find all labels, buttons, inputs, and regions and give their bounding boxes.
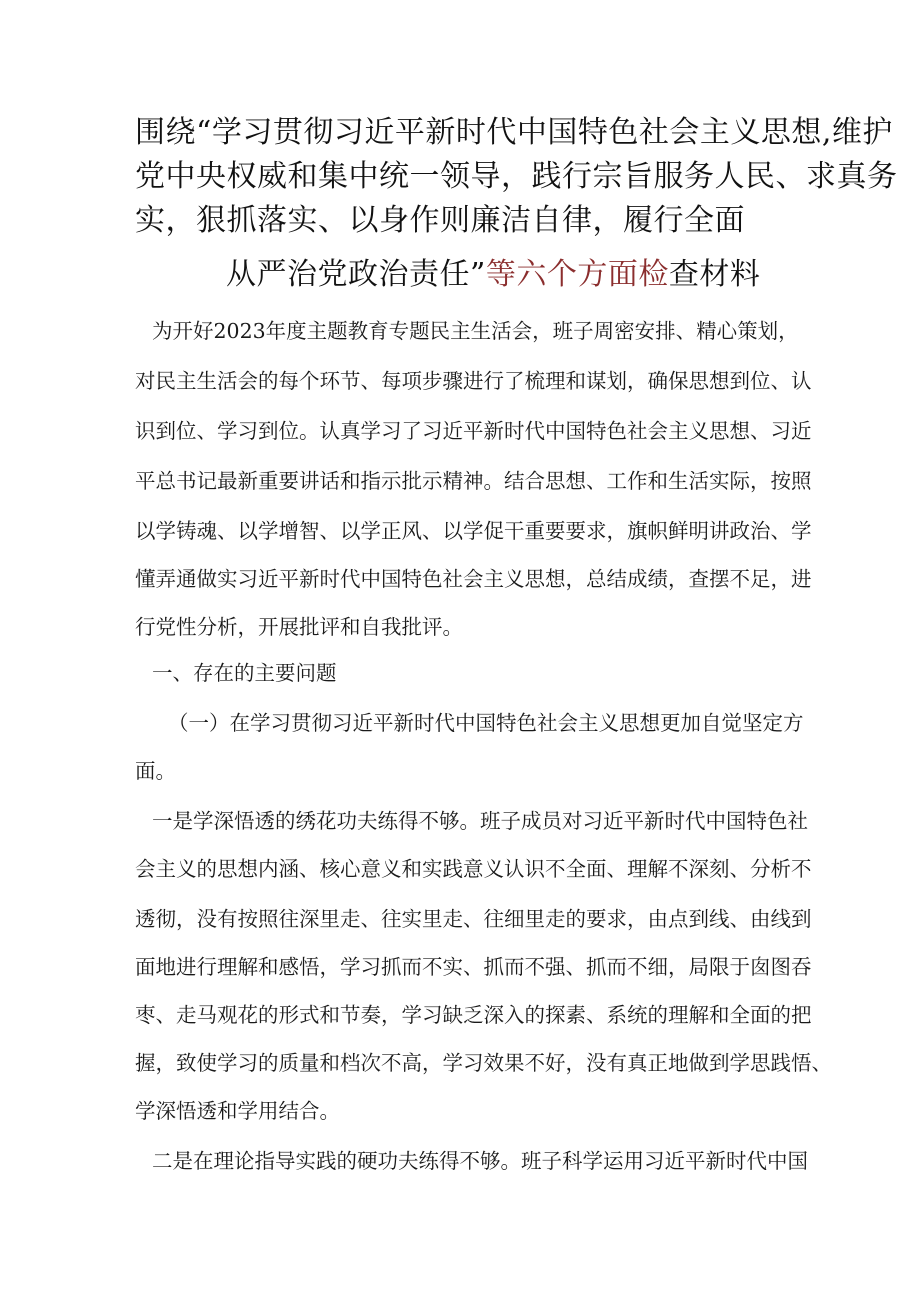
- point1-line-6: 握，致使学习的质量和档次不高，学习效果不好，没有真正地做到学思践悟、: [135, 1051, 832, 1075]
- point1-line-5: 枣、走马观花的形式和节奏，学习缺乏深入的探素、系统的理解和全面的把: [135, 1003, 812, 1027]
- document-title-line-1: 围绕“学习贯彻习近平新时代中国特色社会主义思想,维护: [135, 115, 893, 150]
- intro-line-5: 以学铸魂、以学增智、以学正风、以学促干重要要求，旗帜鲜明讲政治、学: [135, 519, 812, 543]
- intro-line-4: 平总书记最新重要讲话和指示批示精神。结合思想、工作和生活实际，按照: [135, 469, 812, 493]
- subsection-line-2: 面。: [135, 759, 176, 783]
- title-line-4-part-1: 从严治党政治责任”: [226, 257, 486, 292]
- point2-line-1: 二是在理论指导实践的硬功夫练得不够。班子科学运用习近平新时代中国: [152, 1149, 808, 1173]
- point1-line-2: 会主义的思想内涵、核心意义和实践意义认识不全面、理解不深刻、分析不: [135, 857, 812, 881]
- document-title-line-2: 党中央权威和集中统一领导，践行宗旨服务人民、求真务: [135, 159, 898, 194]
- point1-line-4: 面地进行理解和感悟，学习抓而不实、抓而不强、抓而不细，局限于囱图吞: [135, 955, 812, 979]
- point1-line-7: 学深悟透和学用结合。: [135, 1099, 340, 1123]
- point1-line-3: 透彻，没有按照往深里走、往实里走、往细里走的要求，由点到线、由线到: [135, 907, 812, 931]
- intro-line-3: 识到位、学习到位。认真学习了习近平新时代中国特色社会主义思想、习近: [135, 419, 812, 443]
- title-line-4-accent: 等六个方面检: [485, 257, 669, 292]
- title-line-4-part-3: 查材料: [668, 257, 761, 292]
- intro-line-2: 对民主生活会的每个环节、每项步骤进行了梳理和谋划，确保思想到位、认: [135, 369, 812, 393]
- intro-line-1: 为开好2023年度主题教育专题民主生活会，班子周密安排、精心策划，: [152, 319, 799, 343]
- document-title-line-3: 实，狠抓落实、以身作则廉洁自律，履行全面: [135, 203, 745, 238]
- document-title-line-4: [226, 257, 761, 292]
- intro-line-6: 懂弄通做实习近平新时代中国特色社会主义思想，总结成绩，查摆不足，进: [135, 567, 812, 591]
- subsection-line-1: （一）在学习贯彻习近平新时代中国特色社会主义思想更加自觉坚定方: [168, 711, 804, 735]
- section-heading-1: 一、存在的主要问题: [152, 661, 337, 685]
- point1-line-1: 一是学深悟透的绣花功夫练得不够。班子成员对习近平新时代中国特色社: [152, 809, 808, 833]
- intro-line-7: 行党性分析，开展批评和自我批评。: [135, 615, 463, 639]
